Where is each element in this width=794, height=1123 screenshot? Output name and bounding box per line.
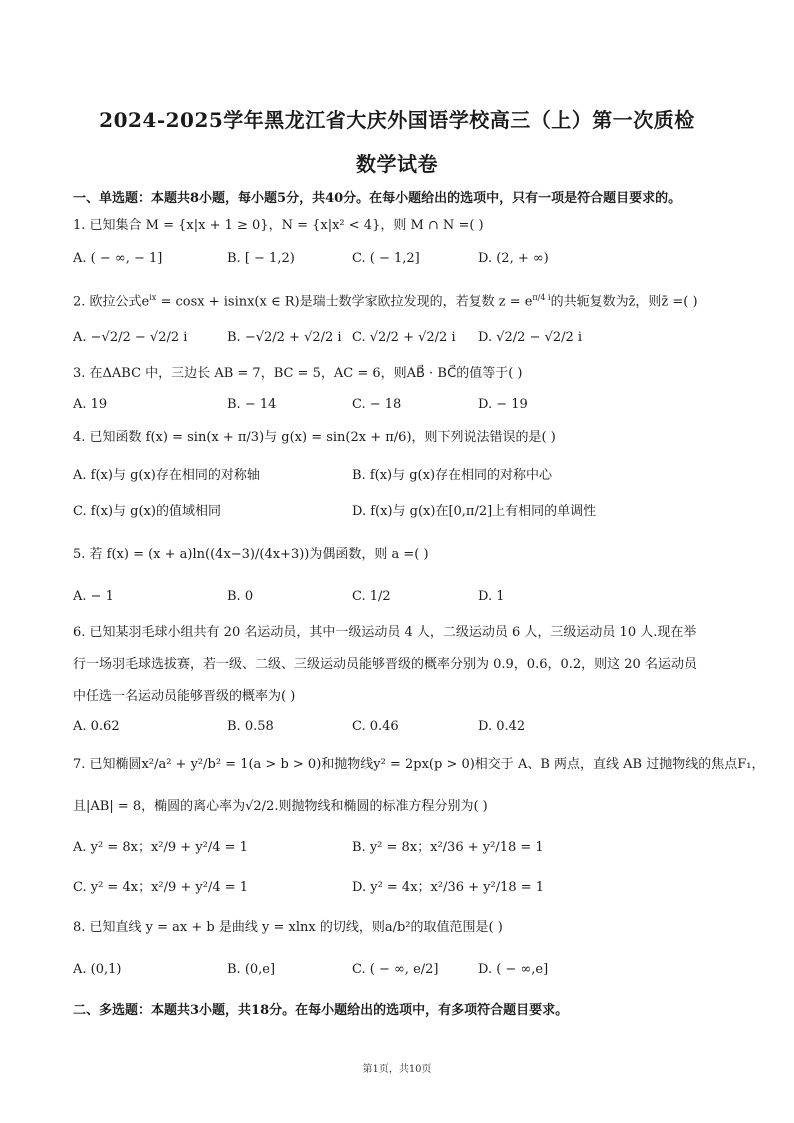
question-7-option-b: B. y² = 8x；x²/36 + y²/18 = 1 [352, 840, 544, 855]
question-1-option-c: C. ( − 1,2] [352, 251, 420, 266]
question-4-option-a: A. f(x)与 g(x)存在相同的对称轴 [73, 468, 260, 483]
question-2-option-a: A. −√2/2 − √2/2 i [73, 330, 188, 345]
question-7-option-c: C. y² = 4x；x²/9 + y²/4 = 1 [73, 880, 249, 895]
question-1-option-b: B. [ − 1,2) [227, 251, 295, 266]
question-2-option-c: C. √2/2 + √2/2 i [352, 330, 456, 345]
question-6-option-a: A. 0.62 [73, 719, 120, 734]
question-6-option-c: C. 0.46 [352, 719, 399, 734]
section-heading-single-choice: 一、单选题：本题共8小题，每小题5分，共40分。在每小题给出的选项中，只有一项是符合题目要求的。 [73, 191, 682, 206]
question-1-stem: 1. 已知集合 M = {x|x + 1 ≥ 0}，N = {x|x² < 4}，则 M ∩ N =( ) [73, 218, 484, 233]
question-2-exponent-2: π/4 i [532, 293, 551, 302]
question-5-option-c: C. 1/2 [352, 589, 391, 604]
question-8-option-c: C. ( − ∞, e/2] [352, 962, 439, 977]
question-4-option-c: C. f(x)与 g(x)的值域相同 [73, 504, 221, 519]
question-1-option-a: A. ( − ∞, − 1] [73, 251, 163, 266]
question-7-option-a: A. y² = 8x；x²/9 + y²/4 = 1 [73, 840, 248, 855]
question-5-option-b: B. 0 [227, 589, 254, 604]
question-7-line-2: 且|AB| = 8，椭圆的离心率为√2/2.则抛物线和椭圆的标准方程分别为( ) [73, 799, 488, 814]
question-4-stem: 4. 已知函数 f(x) = sin(x + π/3)与 g(x) = sin(2x + π/6)，则下列说法错误的是( ) [73, 430, 556, 445]
page-title: 2024-2025学年黑龙江省大庆外国语学校高三（上）第一次质检 [99, 108, 695, 132]
question-8-option-d: D. ( − ∞,e] [478, 962, 549, 977]
question-2-stem-part1: 2. 欧拉公式e [73, 294, 150, 310]
question-2-exponent: ix [149, 293, 157, 302]
question-2-stem-part3: 的共轭复数为z̄，则z̄ =( ) [550, 294, 698, 310]
question-4-option-b: B. f(x)与 g(x)存在相同的对称中心 [352, 468, 553, 483]
question-3-option-a: A. 19 [73, 397, 108, 412]
question-2-option-b: B. −√2/2 + √2/2 i [227, 330, 342, 345]
question-8-stem: 8. 已知直线 y = ax + b 是曲线 y = xlnx 的切线，则a/b²的取值范围是( ) [73, 920, 503, 935]
question-8-option-b: B. (0,e] [227, 962, 276, 977]
question-5-stem: 5. 若 f(x) = (x + a)ln((4x−3)/(4x+3))为偶函数，则 a =( ) [73, 547, 429, 562]
question-2-stem [73, 288, 698, 312]
question-6-line-2: 行一场羽毛球选拔赛，若一级、二级、三级运动员能够晋级的概率分别为 0.9，0.6，0.2，则这 20 名运动员 [73, 657, 697, 672]
section-heading-multi-choice: 二、多选题：本题共3小题，共18分。在每小题给出的选项中，有多项符合题目要求。 [73, 1003, 569, 1018]
question-7-option-d: D. y² = 4x；x²/36 + y²/18 = 1 [352, 880, 545, 895]
question-6-option-d: D. 0.42 [478, 719, 526, 734]
question-3-option-c: C. − 18 [352, 397, 402, 412]
page-subtitle: 数学试卷 [356, 152, 438, 176]
question-1-option-d: D. (2, + ∞) [478, 251, 549, 266]
question-2-stem-part2: = cosx + isinx(x ∈ R)是瑞士数学家欧拉发现的，若复数 z = e [156, 294, 533, 310]
question-5-option-d: D. 1 [478, 589, 505, 604]
question-8-option-a: A. (0,1) [73, 962, 122, 977]
question-6-line-1: 6. 已知某羽毛球小组共有 20 名运动员，其中一级运动员 4 人，二级运动员 6 人，三级运动员 10 人.现在举 [73, 625, 697, 640]
question-7-line-1: 7. 已知椭圆x²/a² + y²/b² = 1(a > b > 0)和抛物线y² = 2px(p > 0)相交于 A、B 两点，直线 AB 过抛物线的焦点F₁， [73, 757, 765, 772]
question-3-stem: 3. 在ΔABC 中，三边长 AB = 7，BC = 5，AC = 6，则AB⃗ · BC⃗的值等于( ) [73, 366, 523, 381]
question-4-option-d: D. f(x)与 g(x)在[0,π/2]上有相同的单调性 [352, 504, 597, 519]
question-6-option-b: B. 0.58 [227, 719, 274, 734]
question-2-option-d: D. √2/2 − √2/2 i [478, 330, 583, 345]
question-5-option-a: A. − 1 [73, 589, 114, 604]
question-6-line-3: 中任选一名运动员能够晋级的概率为( ) [73, 689, 296, 704]
page-footer: 第1页，共10页 [362, 1064, 432, 1075]
question-3-option-b: B. − 14 [227, 397, 277, 412]
question-3-option-d: D. − 19 [478, 397, 528, 412]
